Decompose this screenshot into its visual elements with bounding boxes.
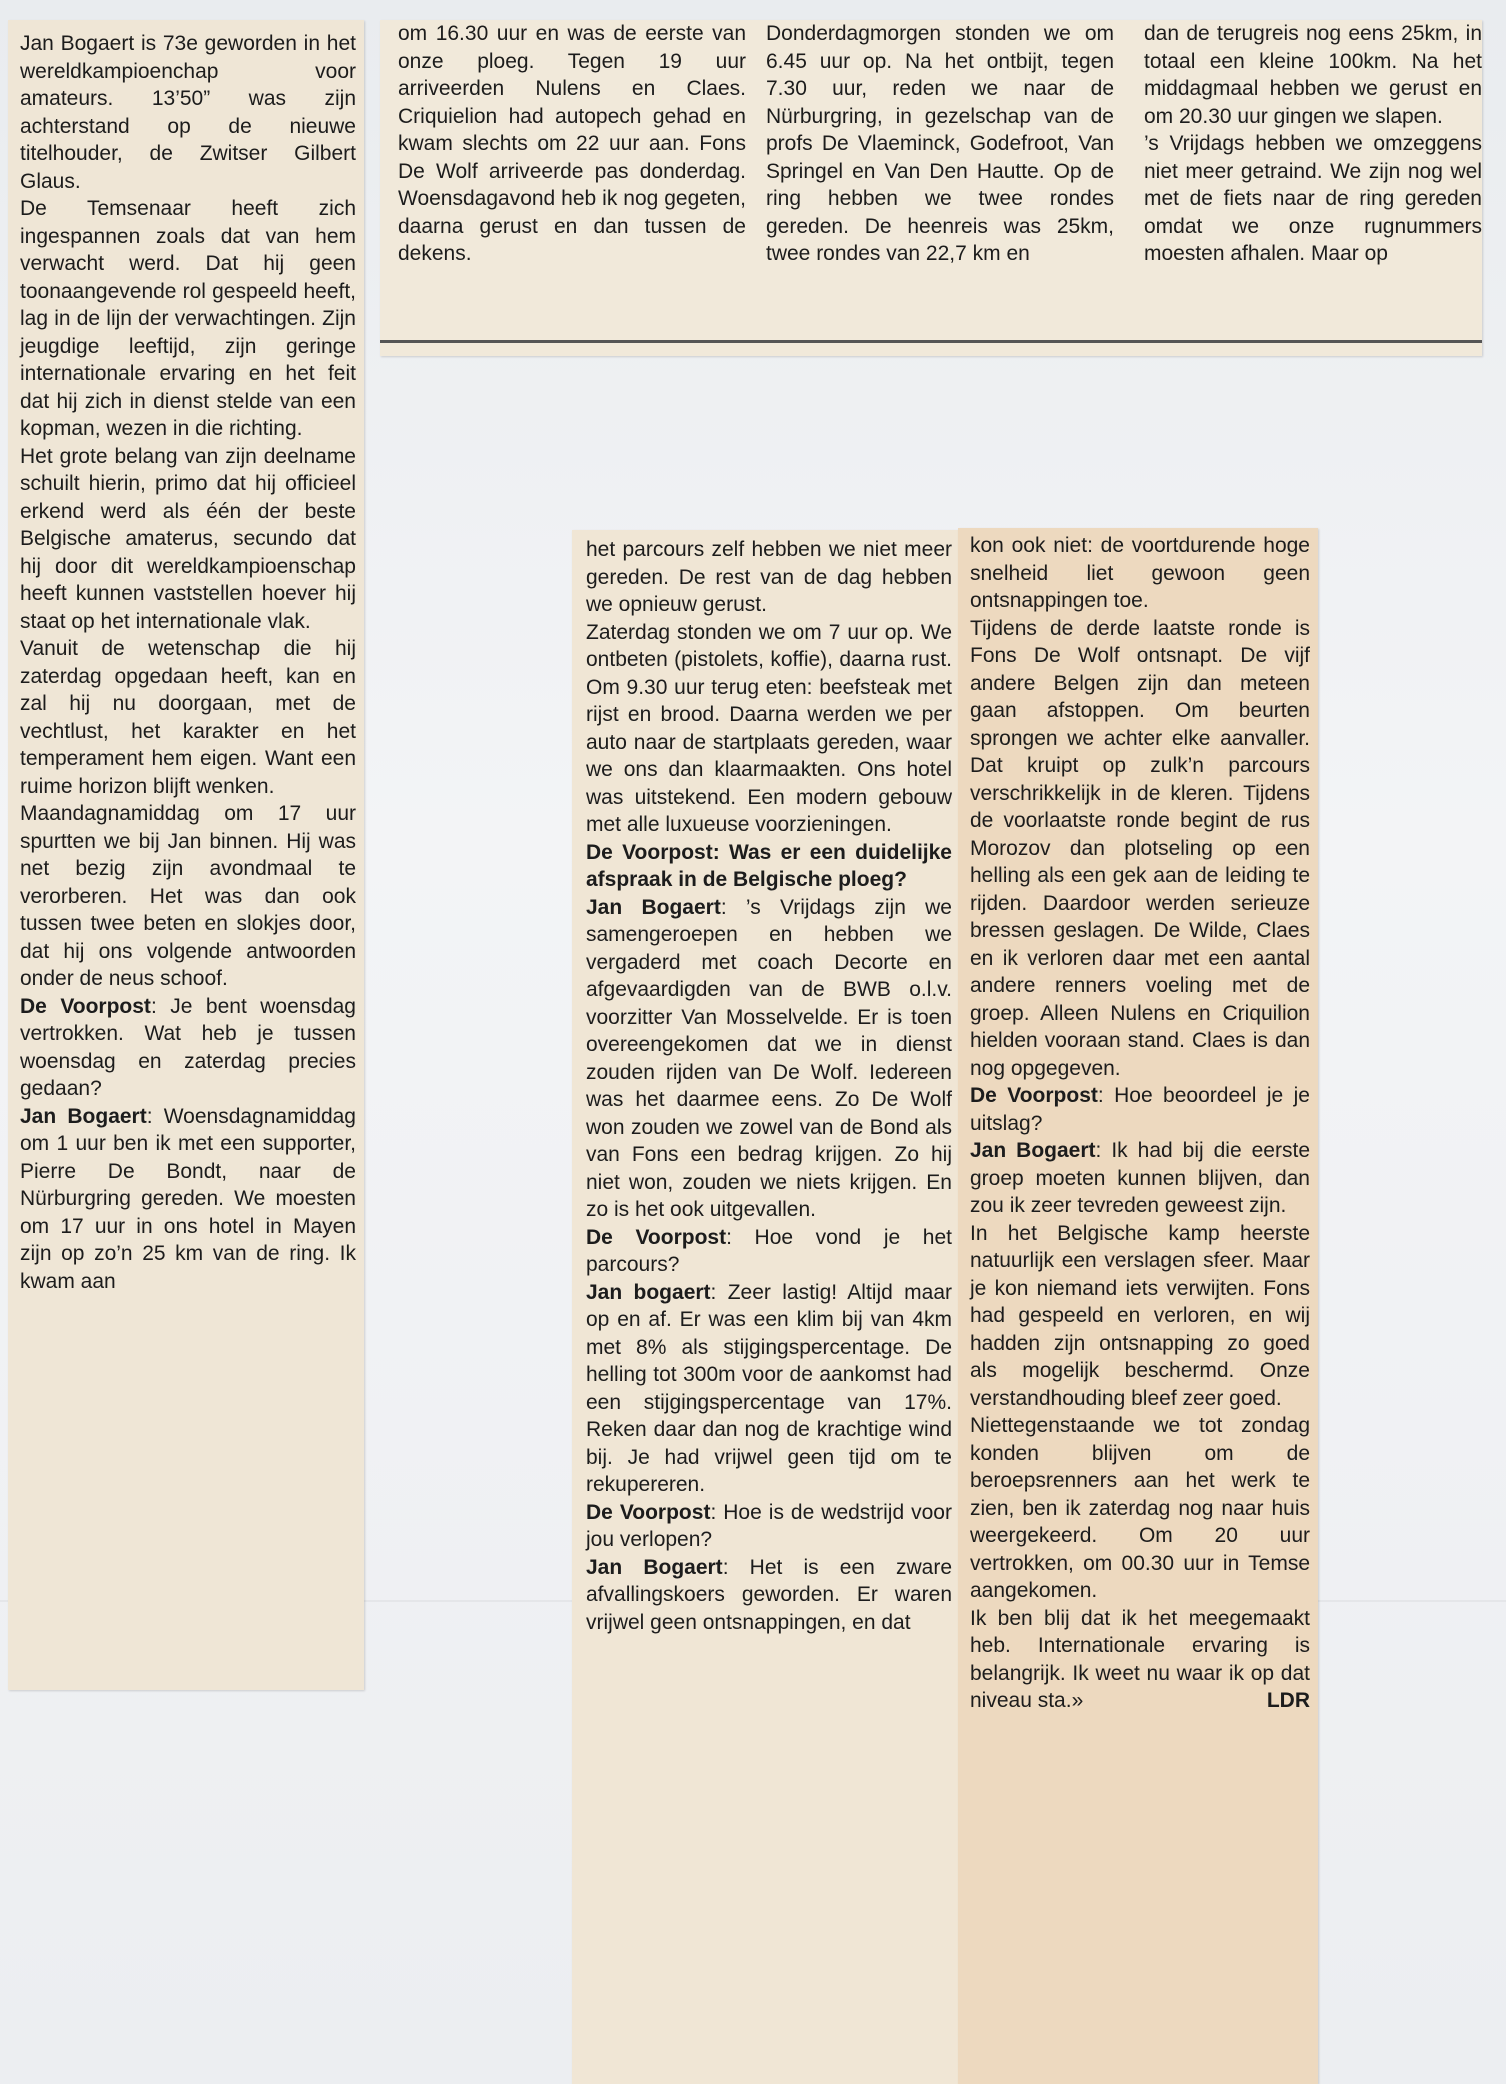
speaker-label: De Voorpost bbox=[970, 1084, 1098, 1107]
paragraph: het parcours zelf hebben we niet meer gereden. De rest van de dag hebben we opnieuw gerust. bbox=[586, 538, 952, 616]
paragraph: ’s Vrijdags hebben we omzeggens niet meer getraind. We zijn nog wel met de fiets naar de ring gereden omdat we onze rugnummers moesten afhalen. Maar op bbox=[1144, 132, 1482, 265]
speaker-label: Jan Bogaert bbox=[586, 1555, 723, 1579]
interview-question bbox=[586, 1224, 952, 1279]
clipping-right bbox=[958, 528, 1318, 2084]
question-text: : Hoe is de wedstrijd voor jou verlopen? bbox=[586, 1500, 952, 1551]
paragraph: De Temsenaar heeft zich ingespannen zoals dat van hem verwacht werd. Dat hij geen toonaangevende rol gespeeld heeft, lag in de lijn der verwachtingen. Zijn jeugdige leeftijd, zijn geringe internationale ervaring en het feit dat hij zich in dienst stelde van een kopman, wezen in die richting. bbox=[20, 197, 356, 440]
answer-text: : Ik had bij die eerste groep moeten kunnen blijven, dan zou ik zeer tevreden geweest zijn. bbox=[970, 1139, 1310, 1217]
answer-text: : ’s Vrijdags zijn we samengeroepen en hebben we vergaderd met coach Decorte en afgevaardigden van de BWB o.l.v. voorzitter Van Mosselvelde. Er is toen overeengekomen dat we in dienst zouden rijden van De Wolf. Iedereen was het daarmee eens. Zo De Wolf won zouden we zowel van de Bond als van Fons een bedrag krijgen. Zo hij niet won, zouden we niets krijgen. En zo is het ook uitgevallen. bbox=[586, 895, 952, 1221]
paragraph: Niettegenstaande we tot zondag konden blijven om de beroepsrenners aan het werk te zien, ben ik zaterdag nog naar huis weergekeerd. Om 20 uur vertrokken, om 00.30 uur in Temse aangekomen. bbox=[970, 1414, 1310, 1602]
question-text: : Je bent woensdag vertrokken. Wat heb je tussen woensdag en zaterdag precies gedaan? bbox=[20, 994, 356, 1100]
interview-answer bbox=[586, 1554, 952, 1637]
paragraph: om 16.30 uur en was de eerste van onze ploeg. Tegen 19 uur arriveerden Nulens en Claes. Criquielion had autopech gehad en kwam slechts om 22 uur aan. Fons De Wolf arriveerde pas donderdag. Woensdagavond heb ik nog gegeten, daarna gerust en dan tussen de dekens. bbox=[398, 22, 746, 265]
answer-text: : Woensdagnamiddag om 1 uur ben ik met een supporter, Pierre De Bondt, naar de Nürburgring gereden. We moesten om 17 uur in ons hotel in Mayen zijn op zo’n 25 km van de ring. Ik kwam aan bbox=[20, 1104, 356, 1293]
interview-answer bbox=[20, 1103, 356, 1296]
closing-text: Ik ben blij dat ik het meegemaakt heb. Internationale ervaring is belangrijk. Ik weet nu waar ik op dat niveau sta.» bbox=[970, 1606, 1310, 1712]
interview-question bbox=[970, 1082, 1310, 1137]
interview-answer bbox=[970, 1137, 1310, 1220]
interview-question: De Voorpost: Was er een duidelijke afspraak in de Belgische ploeg? bbox=[586, 840, 952, 891]
interview-question bbox=[586, 1499, 952, 1554]
question-text: : Hoe beoordeel je je uitslag? bbox=[970, 1084, 1310, 1135]
question-text: : Hoe vond je het parcours? bbox=[586, 1225, 952, 1276]
speaker-label: De Voorpost bbox=[586, 1500, 711, 1524]
paragraph: Zaterdag stonden we om 7 uur op. We ontbeten (pistolets, koffie), daarna rust. Om 9.30 uur terug eten: beefsteak met rijst en brood. Daarna werden we per auto naar de startplaats gereden, waar we ons dan klaarmaakten. Ons hotel was uitstekend. Een modern gebouw met alle luxueuse voorzieningen. bbox=[586, 620, 952, 836]
clipping-left bbox=[8, 20, 364, 1690]
paragraph: Vanuit de wetenschap die hij zaterdag opgedaan heeft, kan en zal hij nu doorgaan, met de vechtlust, het karakter en het temperament hem eigen. Want een ruime horizon blijft wenken. bbox=[20, 637, 356, 798]
clipping-top-column-1 bbox=[398, 20, 746, 268]
clipping-left-column bbox=[20, 30, 356, 1295]
speaker-label: Jan Bogaert bbox=[970, 1139, 1096, 1162]
paragraph: In het Belgische kamp heerste natuurlijk een verslagen sfeer. Maar je kon niemand iets verwijten. Fons had gespeeld en verloren, en wij hadden zijn ontsnapping zo goed als mogelijk beschermd. Onze verstandhouding bleef zeer goed. bbox=[970, 1221, 1310, 1410]
clipping-middle-column bbox=[586, 536, 952, 1636]
speaker-label: Jan Bogaert bbox=[20, 1104, 147, 1128]
clipping-right-column bbox=[970, 532, 1310, 1715]
author-signature: LDR bbox=[1266, 1689, 1310, 1712]
clipping-top-column-3 bbox=[1144, 20, 1482, 268]
clipping-top-column-2 bbox=[766, 20, 1114, 268]
paragraph bbox=[970, 1605, 1310, 1715]
answer-text: : Het is een zware afvallingskoers geworden. Er waren vrijwel geen ontsnappingen, en dat bbox=[586, 1555, 952, 1634]
answer-text: : Zeer lastig! Altijd maar op en af. Er was een klim bij van 4km met 8% als stijgingspercentage. De helling tot 300m voor de aankomst had een stijgingspercentage van 17%. Reken daar dan nog de krachtige wind bij. Je had vrijwel geen tijd om te rekupereren. bbox=[586, 1280, 952, 1496]
clipping-top bbox=[380, 20, 1482, 356]
paragraph: Maandagnamiddag om 17 uur spurtten we bij Jan binnen. Hij was net bezig zijn avondmaal te verorberen. Het was dan ook tussen twee beten en slokjes door, dat hij ons volgende antwoorden onder de neus schoof. bbox=[20, 802, 356, 990]
speaker-label: Jan bogaert bbox=[586, 1280, 711, 1304]
interview-question bbox=[20, 993, 356, 1103]
paragraph: Tijdens de derde laatste ronde is Fons De Wolf ontsnapt. De vijf andere Belgen zijn dan meteen gaan afstoppen. Om beurten sprongen we achter elke aanvaller. Dat kruipt op zulk’n parcours verschrikkelijk in de kleren. Tijdens de voorlaatste ronde begint de rus Morozov dan plotseling op een helling als een gek aan de leiding te rijden. Daardoor werden serieuze bressen geslagen. De Wilde, Claes en ik verloren daar met een aantal andere renners voeling met de groep. Alleen Nulens en Criquilion hielden vooraan stand. Claes is dan nog opgegeven. bbox=[970, 616, 1310, 1080]
paragraph: Donderdagmorgen stonden we om 6.45 uur op. Na het ontbijt, tegen 7.30 uur, reden we naar de Nürburgring, in gezelschap van de profs De Vlaeminck, Godefroot, Van Springel en Van Den Hautte. Op de ring hebben we twee rondes gereden. De heenreis was 25km, twee rondes van 22,7 km en bbox=[766, 22, 1114, 265]
interview-answer bbox=[586, 1279, 952, 1499]
speaker-label: De Voorpost bbox=[586, 1225, 727, 1249]
paragraph: Het grote belang van zijn deelname schuilt hierin, primo dat hij officieel erkend werd als één der beste Belgische amaterus, secundo dat hij door dit wereldkampioenschap heeft kunnen vaststellen hoever hij staat op het internationale vlak. bbox=[20, 444, 356, 633]
paragraph: dan de terugreis nog eens 25km, in totaal een kleine 100km. Na het middagmaal hebben we gerust en om 20.30 uur gingen we slapen. bbox=[1144, 22, 1482, 128]
paragraph: Jan Bogaert is 73e geworden in het wereldkampioenchap voor amateurs. 13’50” was zijn achterstand op de nieuwe titelhouder, de Zwitser Gilbert Glaus. bbox=[20, 32, 356, 193]
speaker-label: De Voorpost bbox=[20, 994, 151, 1018]
speaker-label: Jan Bogaert bbox=[586, 895, 721, 919]
column-rule bbox=[380, 340, 1482, 343]
paragraph: kon ook niet: de voortdurende hoge snelheid liet gewoon geen ontsnappingen toe. bbox=[970, 534, 1310, 612]
clipping-middle bbox=[572, 530, 962, 2084]
interview-answer bbox=[586, 894, 952, 1224]
